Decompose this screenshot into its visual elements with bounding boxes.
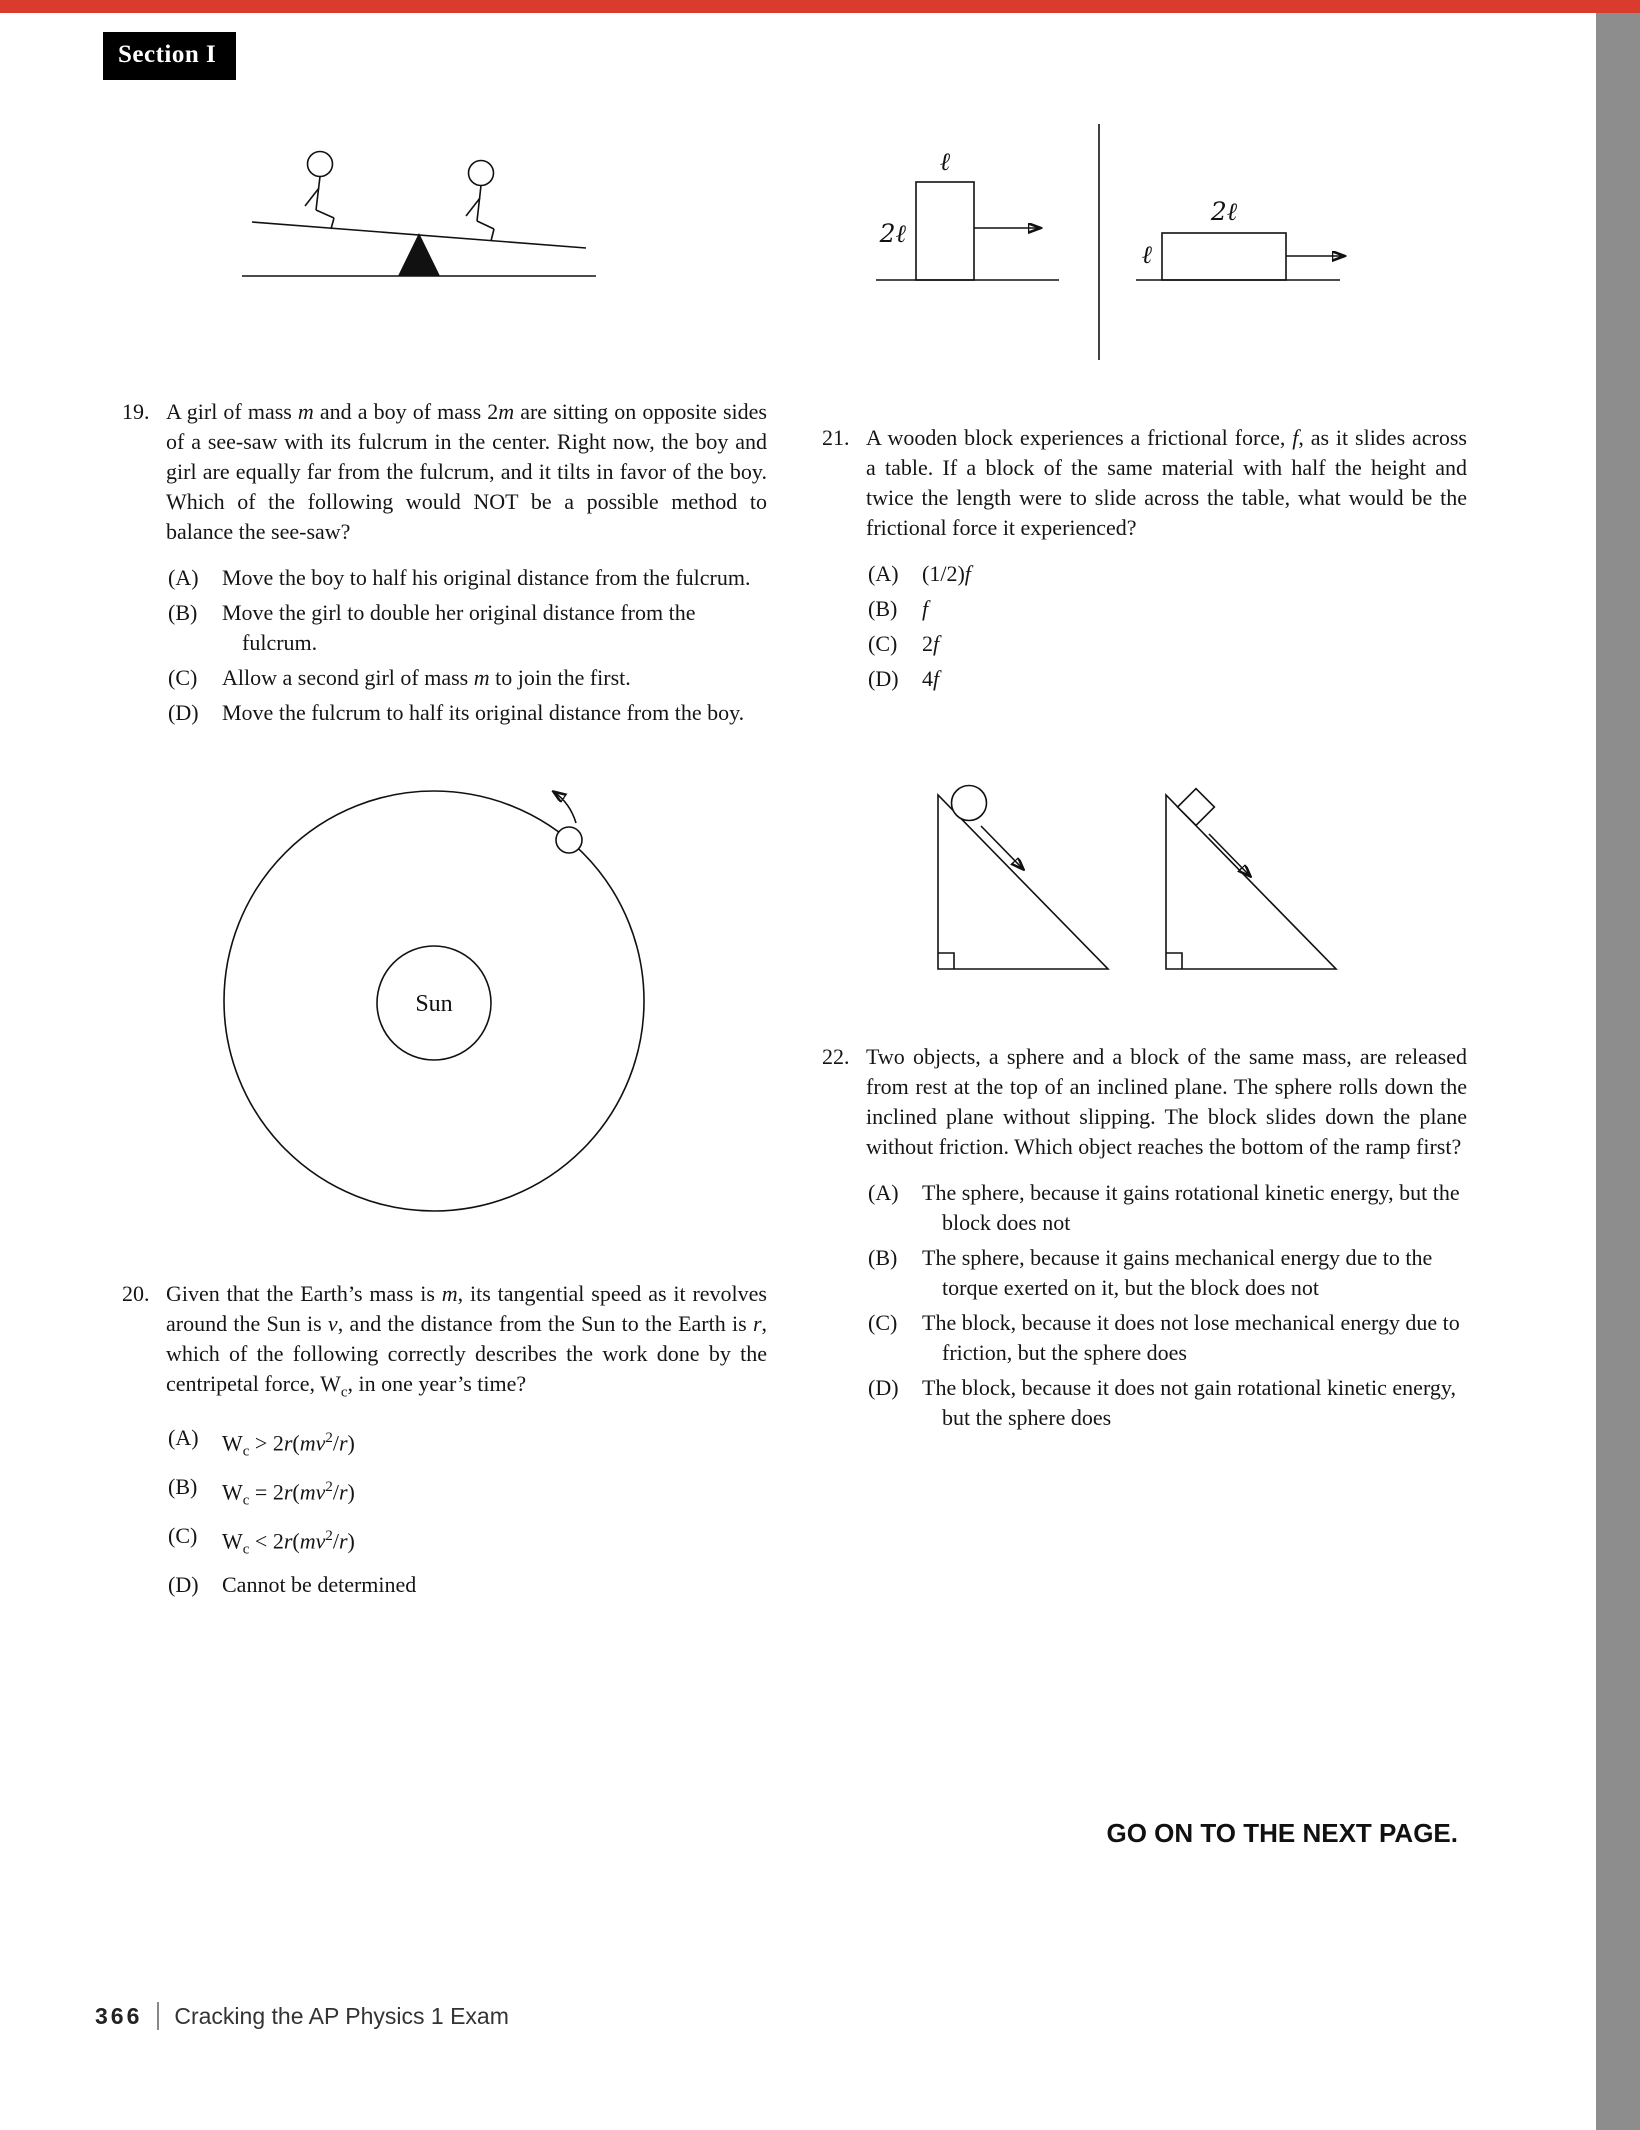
question-body <box>166 397 767 733</box>
choice-letter: (B) <box>168 600 198 625</box>
question-stem: Two objects, a sphere and a block of the same mass, are released from rest at the top of an inclined plane. The sphere rolls down the inclined plane without slipping. The block slides down the plane without friction. Which object reaches the bottom of the ramp first? <box>866 1044 1467 1159</box>
choice-d <box>866 664 1467 694</box>
choice-b <box>866 594 1467 624</box>
question-stem: A wooden block experiences a frictional force, f, as it slides across a table. If a block of the same material with half the height and twice the length were to slide across the table, what would be the frictional force it experienced? <box>866 425 1467 540</box>
choice-text: $W_c = 2r(mv^2/r)$ <box>222 1479 355 1509</box>
choice-letter: (C) <box>168 1522 198 1548</box>
stick-figure-boy <box>466 161 494 242</box>
stick-figure-girl <box>305 152 334 230</box>
incline-with-sphere <box>938 786 1108 970</box>
long-block <box>1162 233 1286 280</box>
choice-b <box>166 598 767 658</box>
choice-letter: (D) <box>168 700 199 725</box>
choice-d <box>866 1373 1467 1433</box>
orbit-diagram <box>204 761 674 1241</box>
page-footer <box>95 2002 509 2030</box>
choice-c <box>866 629 1467 659</box>
question-number: 22. <box>822 1044 850 1069</box>
long-block-height-label: ℓ <box>1141 240 1152 269</box>
tall-block-height-label: 2ℓ <box>879 219 906 248</box>
choice-text: $W_c < 2r(mv^2/r)$ <box>222 1527 355 1558</box>
choice-text: Move the girl to double her original distance from the fulcrum. <box>222 600 696 655</box>
choice-letter: (A) <box>168 1425 199 1451</box>
section-label: Section I <box>103 32 236 80</box>
choice-a <box>866 1178 1467 1238</box>
choice-letter: (D) <box>868 1375 899 1400</box>
choice-text: The block, because it does not lose mechanical energy due to friction, but the sphere does <box>922 1310 1460 1365</box>
question-body <box>166 1279 767 1605</box>
left-right-angle-mark <box>938 953 954 969</box>
right-right-angle-mark <box>1166 953 1182 969</box>
sun-label: Sun <box>415 991 453 1017</box>
question-21 <box>822 423 1467 699</box>
left-incline-triangle <box>938 795 1108 969</box>
choice-letter: (D) <box>168 1571 199 1597</box>
choice-text: The sphere, because it gains rotational kinetic energy, but the block does not <box>922 1180 1460 1235</box>
question-stem: A girl of mass m and a boy of mass 2m are sitting on opposite sides of a see-saw with its fulcrum in the center. Right now, the boy and girl are equally far from the fulcrum, and it tilts in favor of the boy. Which of the following would NOT be a possible method to balance the see-saw? <box>166 399 767 544</box>
sphere-slope-arrow <box>981 826 1023 869</box>
choice-c <box>166 1521 767 1565</box>
choice-letter: (B) <box>868 1245 898 1270</box>
footer-divider <box>157 2002 159 2030</box>
sphere <box>952 786 987 821</box>
choice-text: f <box>922 596 929 621</box>
question-number: 21. <box>822 425 850 450</box>
choice-c <box>166 663 767 693</box>
block <box>1178 789 1215 826</box>
choice-text: The block, because it does not gain rotational kinetic energy, but the sphere does <box>922 1375 1456 1430</box>
choice-letter: (C) <box>868 631 898 656</box>
choice-letter: (B) <box>168 1474 198 1500</box>
book-title: Cracking the AP Physics 1 Exam <box>174 2002 509 2029</box>
choices <box>166 563 767 728</box>
question-20 <box>122 1279 767 1605</box>
seesaw-diagram <box>234 126 604 311</box>
choice-text: The sphere, because it gains mechanical energy due to the torque exerted on it, but the block does not <box>922 1245 1433 1300</box>
right-column <box>822 112 1467 1438</box>
choice-letter: (C) <box>868 1310 898 1335</box>
page-number: 366 <box>95 2002 143 2029</box>
choice-d <box>166 698 767 728</box>
choice-text: Allow a second girl of mass m to join the first. <box>222 665 631 690</box>
choices <box>866 559 1467 694</box>
choice-c <box>866 1308 1467 1368</box>
choice-text: (1/2)f <box>922 561 971 586</box>
fulcrum-triangle <box>398 233 440 276</box>
question-body <box>866 1042 1467 1438</box>
choice-letter: (A) <box>868 561 899 586</box>
friction-blocks-diagram <box>874 120 1354 365</box>
right-gray-strip <box>1596 13 1640 2130</box>
question-stem: Given that the Earth’s mass is m, its tangential speed as it revolves around the Sun is v, and the distance from the Sun to the Earth is r, which of the following correctly describes the work done by the centripetal force, $W_c$, in one year’s time? <box>166 1281 767 1401</box>
incline-with-block <box>1166 789 1336 969</box>
question-22 <box>822 1042 1467 1438</box>
choice-text: Move the fulcrum to half its original distance from the boy. <box>222 700 745 725</box>
choice-text: Cannot be determined <box>222 1571 417 1597</box>
choice-text: 2f <box>922 631 940 656</box>
choice-a <box>166 563 767 593</box>
choice-letter: (C) <box>168 665 198 690</box>
orbit-direction-arrow <box>554 792 576 823</box>
choice-b <box>166 1472 767 1516</box>
choice-a <box>166 1423 767 1467</box>
choice-letter: (B) <box>868 596 898 621</box>
tall-block-width-label: ℓ <box>939 147 951 176</box>
choice-text: 4f <box>922 666 940 691</box>
choice-text: Move the boy to half his original distance from the fulcrum. <box>222 565 751 590</box>
choice-letter: (D) <box>868 666 899 691</box>
incline-diagram <box>926 779 1346 984</box>
choices <box>866 1178 1467 1433</box>
left-column <box>122 112 767 1605</box>
choice-letter: (A) <box>168 565 199 590</box>
block-slope-arrow <box>1209 834 1250 876</box>
choice-letter: (A) <box>868 1180 899 1205</box>
choice-text: $W_c > 2r(mv^2/r)$ <box>222 1430 355 1461</box>
question-body <box>866 423 1467 699</box>
choice-d <box>166 1570 767 1600</box>
choices <box>166 1423 767 1599</box>
tall-block <box>916 182 974 280</box>
question-19 <box>122 397 767 733</box>
question-number: 20. <box>122 1281 150 1306</box>
long-block-width-label: 2ℓ <box>1210 197 1238 226</box>
go-on-instruction: GO ON TO THE NEXT PAGE. <box>1106 1818 1458 1848</box>
planet-circle <box>556 827 582 853</box>
choice-b <box>866 1243 1467 1303</box>
top-accent-bar <box>0 0 1640 13</box>
choice-a <box>866 559 1467 589</box>
question-number: 19. <box>122 399 150 424</box>
